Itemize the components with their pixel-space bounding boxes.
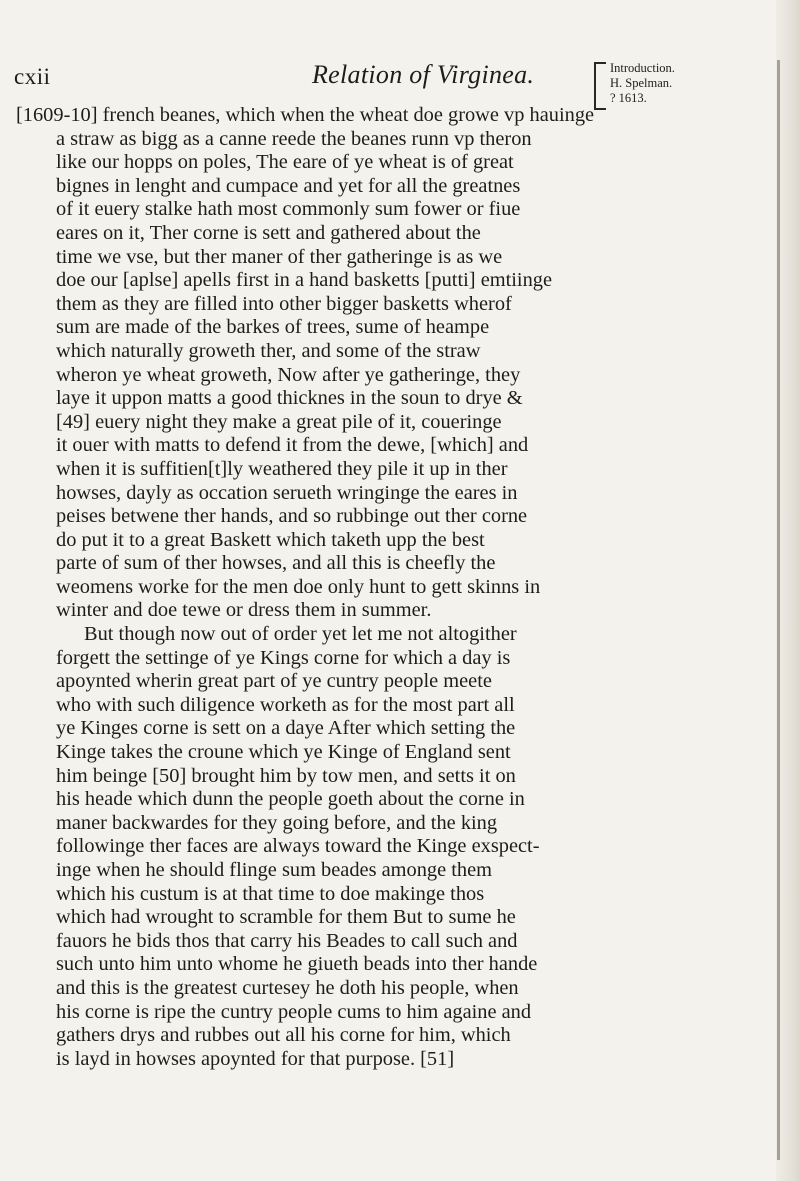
text-line: winter and doe tewe or dress them in summer. <box>56 599 432 622</box>
text-line: him beinge [50] brought him by tow men, and setts it on <box>56 764 516 787</box>
text-line: But though now out of order yet let me not altogither <box>84 623 517 646</box>
text-line: do put it to a great Baskett which taketh upp the best <box>56 528 485 551</box>
text-line: a straw as bigg as a canne reede the beanes runn vp theron <box>56 127 532 150</box>
text-line: which naturally groweth ther, and some of the straw <box>56 339 481 362</box>
text-line: his corne is ripe the cuntry people cums to him againe and <box>56 1000 532 1023</box>
text-line: them as they are filled into other bigger basketts wherof <box>56 292 512 315</box>
text-line: eares on it, Ther corne is sett and gathered about the <box>56 221 481 244</box>
text-line: ye Kinges corne is sett on a daye After which setting the <box>56 717 516 740</box>
text-line: his heade which dunn the people goeth about the corne in <box>56 788 525 811</box>
text-line: wheron ye wheat groweth, Now after ye gatheringe, they <box>56 363 521 386</box>
text-line: time we vse, but ther maner of ther gatheringe is as we <box>56 245 503 268</box>
text-line: weomens worke for the men doe only hunt to gett skinns in <box>56 575 541 598</box>
text-line: it ouer with matts to defend it from the dewe, [which] and <box>56 434 529 457</box>
text-line: bignes in lenght and cumpace and yet for all the greatnes <box>56 174 521 197</box>
text-line: forgett the settinge of ye Kings corne for which a day is <box>56 646 511 669</box>
text-line: Kinge takes the croune which ye Kinge of England sent <box>56 741 511 764</box>
text-line: is layd in howses apoynted for that purpose. [51] <box>56 1047 455 1070</box>
side-note-bracket <box>594 62 606 110</box>
text-line: gathers drys and rubbes out all his corne for him, which <box>56 1024 511 1047</box>
text-line: which his custum is at that time to doe makinge thos <box>56 882 485 905</box>
text-line: who with such diligence worketh as for the most part all <box>56 693 515 716</box>
text-line: parte of sum of ther howses, and all this is cheefly the <box>56 552 496 575</box>
text-line: fauors he bids thos that carry his Beades to call such and <box>56 929 518 952</box>
text-line: and this is the greatest curtesey he doth his people, when <box>56 976 519 999</box>
side-note-line: ? 1613. <box>610 91 647 105</box>
text-line: of it euery stalke hath most commonly sum fower or fiue <box>56 198 521 221</box>
text-line: sum are made of the barkes of trees, sume of heampe <box>56 316 490 339</box>
text-line: peises betwene ther hands, and so rubbinge out ther corne <box>56 505 528 528</box>
running-title: Relation of Virginea. <box>312 60 535 89</box>
text-line: inge when he should flinge sum beades amonge them <box>56 859 493 881</box>
text-line: [49] euery night they make a great pile of it, coueringe <box>56 410 502 433</box>
text-line: apoynted wherin great part of ye cuntry people meete <box>56 670 492 693</box>
body-text <box>16 104 766 1071</box>
text-line: [1609-10] french beanes, which when the wheat doe growe vp hauinge <box>16 104 595 126</box>
text-line: such unto him unto whome he giueth beads into ther hande <box>56 953 538 976</box>
text-line: which had wrought to scramble for them But to sume he <box>56 906 516 929</box>
text-line: maner backwardes for they going before, and the king <box>56 811 498 834</box>
text-line: when it is suffitien[t]ly weathered they pile it up in ther <box>56 457 508 480</box>
text-line: laye it uppon matts a good thicknes in the soun to drye & <box>56 387 523 410</box>
text-line: like our hopps on poles, The eare of ye wheat is of great <box>56 151 514 174</box>
side-note-line: Introduction. <box>610 61 675 75</box>
text-line: followinge ther faces are always toward the Kinge exspect- <box>56 835 540 858</box>
page-number: cxii <box>14 64 51 89</box>
side-note <box>610 61 675 106</box>
side-note-line: H. Spelman. <box>610 76 673 90</box>
gutter-edge <box>777 60 780 1160</box>
text-line: doe our [aplse] apells first in a hand basketts [putti] emtiinge <box>56 269 553 292</box>
text-line: howses, dayly as occation serueth wringinge the eares in <box>56 481 518 504</box>
